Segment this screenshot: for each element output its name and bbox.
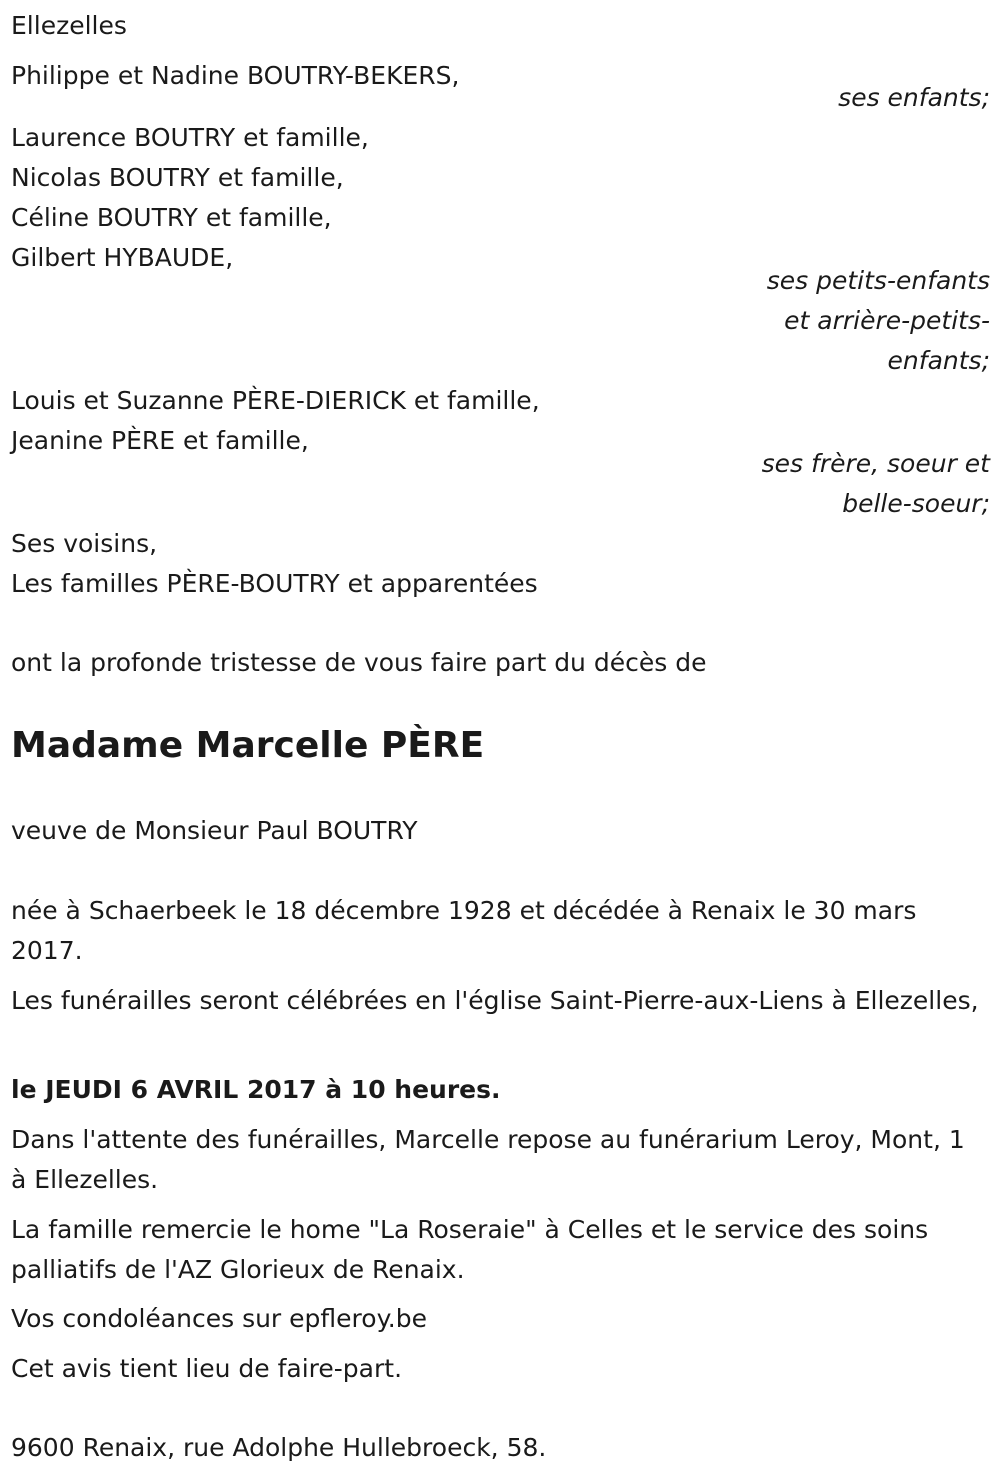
relation-label: enfants; [887,346,990,375]
funeral-paragraph: Les funérailles seront célébrées en l'église Saint-Pierre-aux-Liens à Ellezelles, [11,986,979,1015]
relation-label: ses petits-enfants [766,266,990,295]
place-line: Ellezelles [11,11,127,40]
family-member-line: Céline BOUTRY et famille, [11,203,332,232]
thanks-paragraph: La famille remercie le home "La Roseraie" à Celles et le service des soins palliatifs de l'AZ Glorieux de Renaix. [11,1215,929,1284]
family-member-line: Gilbert HYBAUDE, [11,243,234,272]
widow-of-line: veuve de Monsieur Paul BOUTRY [11,816,418,845]
family-member-line: Louis et Suzanne PÈRE-DIERICK et famille, [11,386,540,415]
family-member-line: Jeanine PÈRE et famille, [11,426,309,455]
family-member-line: Laurence BOUTRY et famille, [11,123,369,152]
relation-label: et arrière-petits- [784,306,990,335]
relation-label: belle-soeur; [842,489,990,518]
relation-label: ses frère, soeur et [761,449,990,478]
rest-paragraph: Dans l'attente des funérailles, Marcelle repose au funérarium Leroy, Mont, 1 à Ellezelles. [11,1125,965,1194]
deceased-name-heading: Madame Marcelle PÈRE [11,725,485,766]
birth-death-paragraph: née à Schaerbeek le 18 décembre 1928 et décédée à Renaix le 30 mars 2017. [11,896,917,965]
family-member-line: Philippe et Nadine BOUTRY-BEKERS, [11,61,460,90]
condolences-line: Vos condoléances sur epfleroy.be [11,1304,427,1333]
funeral-date-line: le JEUDI 6 AVRIL 2017 à 10 heures. [11,1075,501,1104]
relation-label: ses enfants; [838,83,990,112]
announcement-line: ont la profonde tristesse de vous faire part du décès de [11,648,707,677]
family-member-line: Nicolas BOUTRY et famille, [11,163,344,192]
others-line: Les familles PÈRE-BOUTRY et apparentées [11,569,538,598]
notice-line: Cet avis tient lieu de faire-part. [11,1354,403,1383]
address-line: 9600 Renaix, rue Adolphe Hullebroeck, 58. [11,1433,547,1462]
others-line: Ses voisins, [11,529,158,558]
